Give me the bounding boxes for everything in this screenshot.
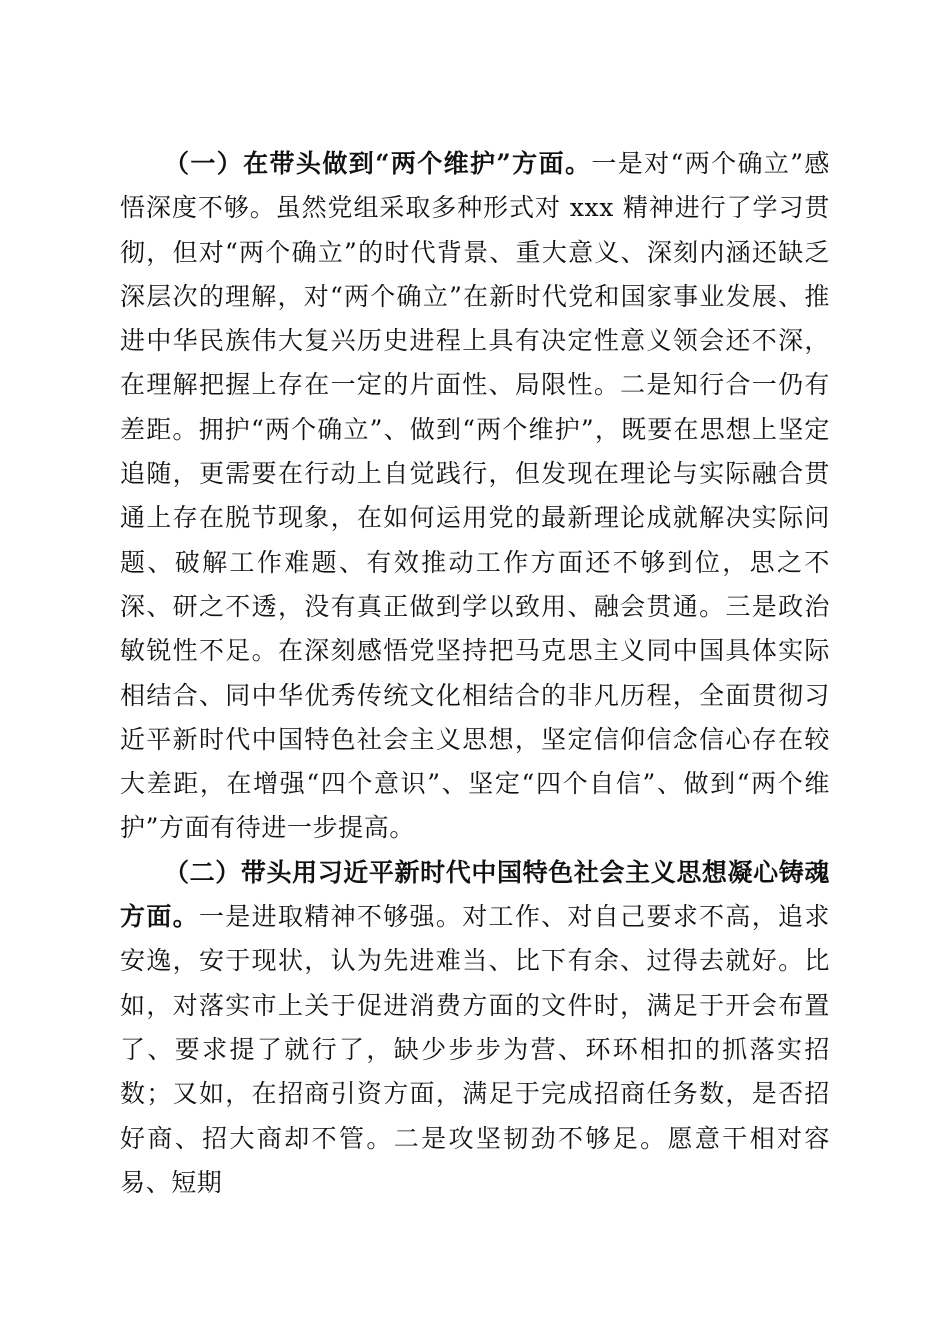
paragraph-2 (120, 851, 830, 1205)
paragraph-1-body: 一是对“两个确立”感悟深度不够。虽然党组采取多种形式对 xxx 精神进行了学习贯彻，但对“两个确立”的时代背景、重大意义、深刻内涵还缺乏深层次的理解，对“两个确立”在新时代党和国家事业发展、推进中华民族伟大复兴历史进程上具有决定性意义领会还不深，在理解把握上存在一定的片面性、局限性。二是知行合一仍有差距。拥护“两个确立”、做到“两个维护”，既要在思想上坚定追随，更需要在行动上自觉践行，但发现在理论与实际融合贯通上存在脱节现象，在如何运用党的最新理论成就解决实际问题、破解工作难题、有效推动工作方面还不够到位，思之不深、研之不透，没有真正做到学以致用、融会贯通。三是政治敏锐性不足。在深刻感悟党坚持把马克思主义同中国具体实际相结合、同中华优秀传统文化相结合的非凡历程，全面贯彻习近平新时代中国特色社会主义思想，坚定信仰信念信心存在较大差距，在增强“四个意识”、坚定“四个自信”、做到“两个维护”方面有待进一步提高。 (120, 149, 831, 843)
paragraph-1 (120, 142, 830, 851)
paragraph-2-body: 一是进取精神不够强。对工作、对自己要求不高，追求安逸，安于现状，认为先进难当、比下有余、过得去就好。比如，对落实市上关于促进消费方面的文件时，满足于开会布置了、要求提了就行了，缺少步步为营、环环相扣的抓落实招数；又如，在招商引资方面，满足于完成招商任务数，是否招好商、招大商却不管。二是攻坚韧劲不够足。愿意干相对容易、短期 (120, 902, 830, 1197)
document-body (120, 142, 830, 1205)
paragraph-2-heading: （二）带头用习近平新时代中国特色社会主义思想凝心铸魂方面。 (120, 857, 830, 932)
paragraph-1-heading: （一）在带头做到“两个维护”方面。 (164, 149, 592, 178)
